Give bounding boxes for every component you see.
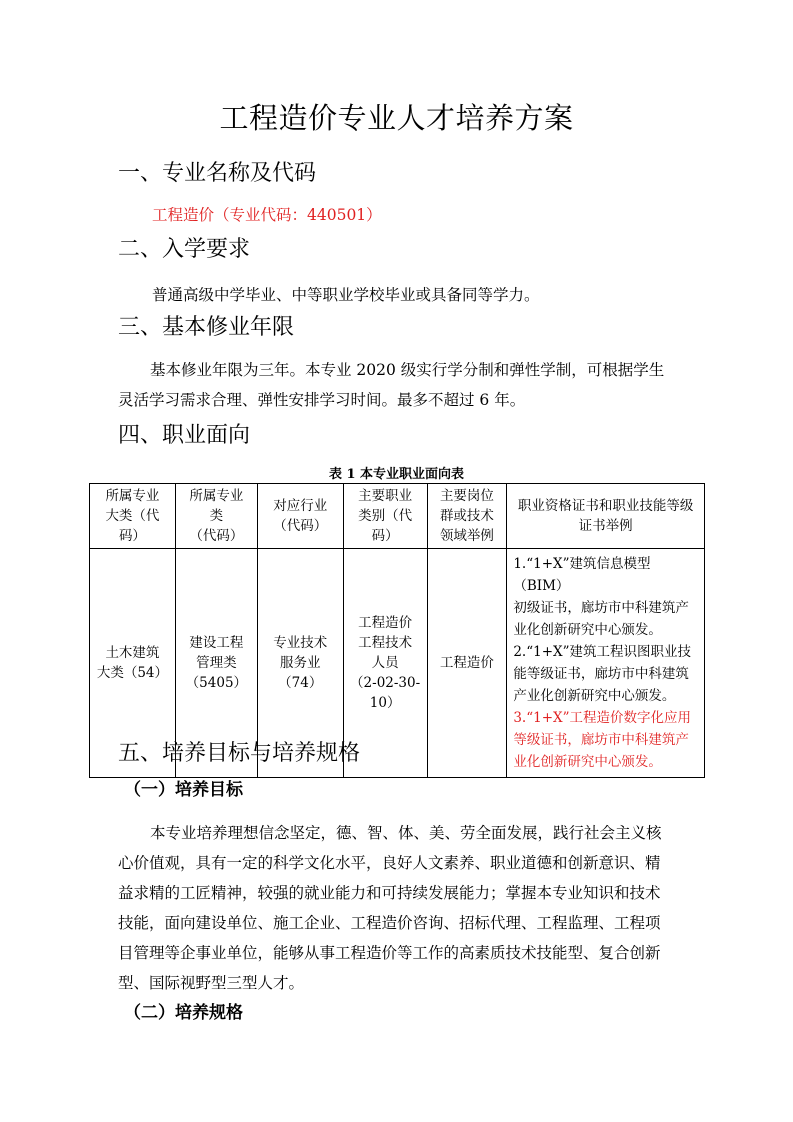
cell-major-class: 建设工程 管理类 （5405） <box>175 549 257 778</box>
duration-line: 灵活学习需求合理、弹性安排学习时间。最多不超过 6 年。 <box>118 391 526 409</box>
goal-line: 型、国际视野型三型人才。 <box>118 974 305 992</box>
section-heading-career: 四、职业面向 <box>118 423 251 448</box>
section-heading-goals: 五、培养目标与培养规格 <box>118 741 361 766</box>
goal-line: 益求精的工匠精神，较强的就业能力和可持续发展能力；掌握本专业知识和技术 <box>118 884 661 902</box>
goal-line: 本专业培养理想信念坚定，德、智、体、美、劳全面发展，践行社会主义核 <box>150 824 662 842</box>
subsection-heading-spec: （二）培养规格 <box>124 1003 243 1023</box>
header-industry: 对应行业 （代码） <box>257 484 343 549</box>
certificate-line: 2.“1+X”建筑工程识图职业技 <box>513 644 692 660</box>
section-heading-admission: 二、入学要求 <box>118 237 251 262</box>
header-major-class: 所属专业 类 （代码） <box>175 484 257 549</box>
duration-line: 基本修业年限为三年。本专业 2020 级实行学分制和弹性学制，可根据学生 <box>150 361 665 379</box>
duration-paragraph <box>118 355 678 415</box>
header-occupation: 主要职业 类别（代 码） <box>343 484 427 549</box>
goal-line: 目管理等企事业单位，能够从事工程造价等工作的高素质技术技能型、复合创新 <box>118 944 661 962</box>
section-heading-duration: 三、基本修业年限 <box>118 315 295 340</box>
goal-line: 技能，面向建设单位、施工企业、工程造价咨询、招标代理、工程监理、工程项 <box>118 914 661 932</box>
major-name-code: 工程造价（专业代码：440501） <box>152 206 382 224</box>
cell-major-category: 土木建筑 大类（54） <box>90 549 176 778</box>
certificate-line: 1.“1+X”建筑信息模型（BIM） <box>513 556 651 594</box>
header-positions: 主要岗位 群或技术 领域举例 <box>427 484 507 549</box>
header-certificates: 职业资格证书和职业技能等级 证书举例 <box>507 484 705 549</box>
section-heading-name-code: 一、专业名称及代码 <box>118 161 317 186</box>
certificate-line-highlight: 等级证书，廊坊市中科建筑产 <box>513 732 689 748</box>
header-major-category: 所属专业 大类（代 码） <box>90 484 176 549</box>
certificate-line: 产业化创新研究中心颁发。 <box>513 688 676 704</box>
goal-paragraph <box>118 818 678 998</box>
table-header-row <box>90 484 705 549</box>
cell-occupation: 工程造价 工程技术 人员 （2-02-30- 10） <box>343 549 427 778</box>
career-table <box>89 483 705 778</box>
table-caption: 表 1 本专业职业面向表 <box>328 467 465 482</box>
certificate-line-highlight: 3.“1+X”工程造价数字化应用 <box>513 710 692 726</box>
certificate-line: 初级证书，廊坊市中科建筑产 <box>513 600 689 616</box>
cell-industry: 专业技术 服务业 （74） <box>257 549 343 778</box>
certificate-line-highlight: 业化创新研究中心颁发。 <box>513 754 662 770</box>
goal-line: 心价值观，具有一定的科学文化水平，良好人文素养、职业道德和创新意识、精 <box>118 854 661 872</box>
cell-certificates <box>507 549 705 778</box>
certificate-line: 能等级证书，廊坊市中科建筑 <box>513 666 689 682</box>
admission-requirement: 普通高级中学毕业、中等职业学校毕业或具备同等学力。 <box>152 286 540 304</box>
certificate-line: 业化创新研究中心颁发。 <box>513 622 662 638</box>
document-title: 工程造价专业人才培养方案 <box>219 101 574 135</box>
subsection-heading-goal: （一）培养目标 <box>124 780 243 800</box>
cell-positions: 工程造价 <box>427 549 507 778</box>
